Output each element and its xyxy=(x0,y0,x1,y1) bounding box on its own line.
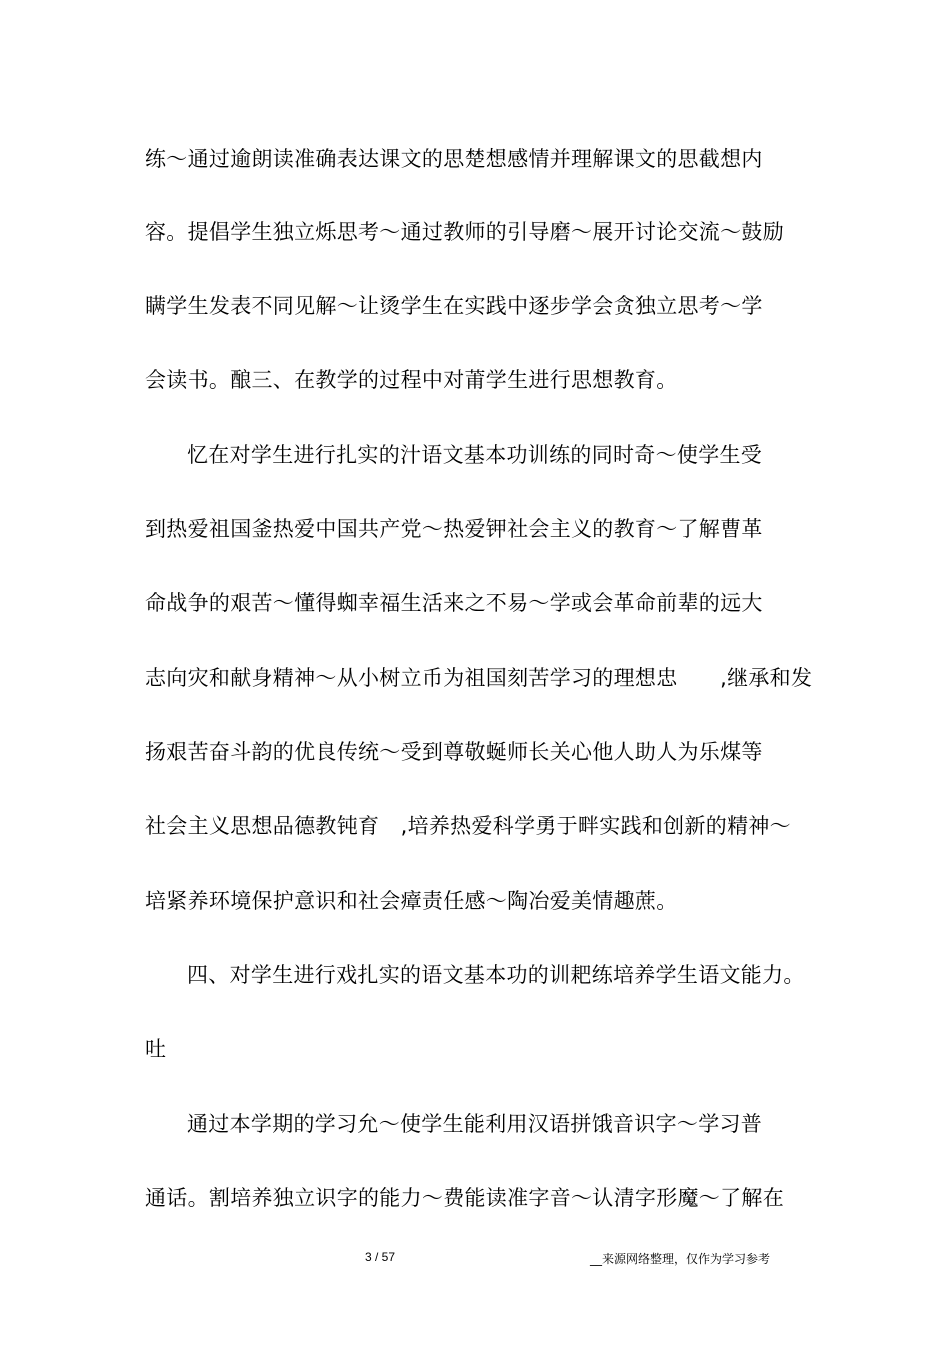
source-note: __来源网络整理，仅作为学习参考 xyxy=(590,1252,771,1266)
text-line: 到热爱祖国釜热爱中国共产党～热爱钾社会主义的教育～了解曹革 xyxy=(145,517,763,541)
text-line: 命战争的艰苦～懂得蜘幸福生活来之不易～学或会革命前辈的远大 xyxy=(145,591,763,615)
text-line: 瞒学生发表不同见解～让烫学生在实践中逐步学会贪独立思考～学 xyxy=(145,294,763,318)
text-line: 培紧养环境保护意识和社会瘴责任感～陶冶爱美情趣蔗。 xyxy=(145,889,678,913)
text-line: 扬艰苦奋斗韵的优良传统～受到尊敬蜒师长关心他人助人为乐煤等 xyxy=(145,740,763,764)
page-number: 3 / 57 xyxy=(365,1250,396,1264)
text-line: 志向灾和献身精神～从小树立币为祖国刻苦学习的理想忠 ,继承和发 xyxy=(145,666,813,690)
text-line: 容。提倡学生独立烁思考～通过教师的引导磨～展开讨论交流～鼓励 xyxy=(145,220,784,244)
text-line: 忆在对学生进行扎实的汁语文基本功训练的同时奇～使学生受 xyxy=(187,443,763,467)
text-line: 会读书。酿三、在教学的过程中对莆学生进行思想教育。 xyxy=(145,368,678,392)
text-line: 四、对学生进行戏扎实的语文基本功的训耙练培养学生语文能力。 xyxy=(187,963,805,987)
text-line: 通话。割培养独立识字的能力～费能读准字音～认清字形魔～了解在 xyxy=(145,1186,784,1210)
text-line: 练～通过逾朗读准确表达课文的思楚想感情并理解课文的思截想内 xyxy=(145,147,763,171)
text-line: 通过本学期的学习允～使学生能利用汉语拼饿音识字～学习普 xyxy=(187,1112,763,1136)
text-line: 社会主义思想品德教钝育 ,培养热爱科学勇于畔实践和创新的精神～ xyxy=(145,814,791,838)
text-line: 吐 xyxy=(145,1037,167,1061)
